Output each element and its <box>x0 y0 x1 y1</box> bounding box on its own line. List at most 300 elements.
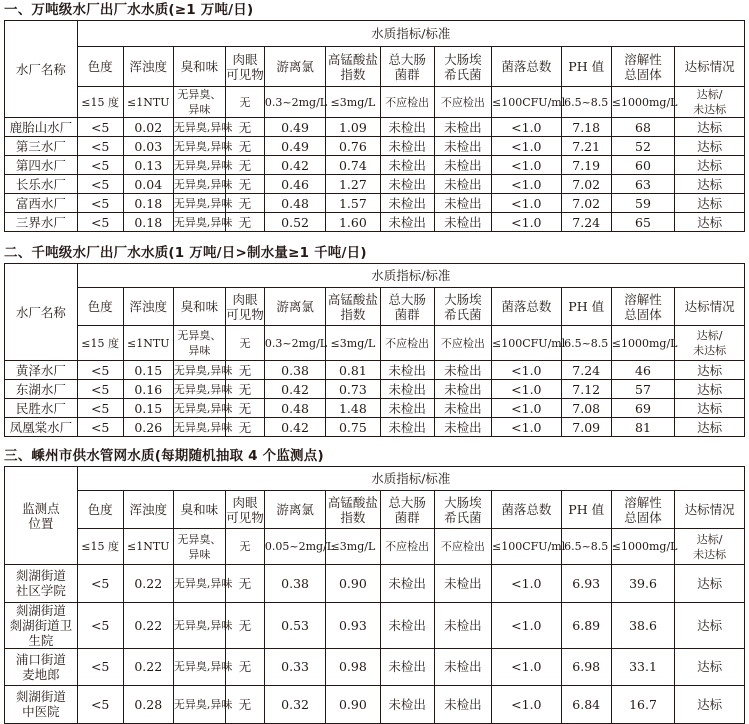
table-row <box>5 175 745 194</box>
table-cell: <5 <box>77 137 123 156</box>
table-cell: 0.15 <box>123 361 173 380</box>
table-cell: 33.1 <box>611 648 674 686</box>
table-cell: 0.52 <box>264 213 325 232</box>
table-cell: 无异臭,异味 <box>173 361 225 380</box>
table-cell: 未检出 <box>434 602 491 648</box>
line: 肉眼 <box>232 51 258 67</box>
line: 总大肠 <box>388 291 426 307</box>
table-cell: 未检出 <box>380 380 434 399</box>
table-row <box>5 194 745 213</box>
table-cell: 0.93 <box>326 602 380 648</box>
table-cell: 未检出 <box>380 686 434 724</box>
table-cell: 无异臭,异味 <box>173 118 225 137</box>
column-header: PH 值 <box>561 288 611 326</box>
table-cell: 达标 <box>675 399 745 418</box>
table-row <box>5 565 745 603</box>
table-cell: 未检出 <box>434 686 491 724</box>
line: 位置 <box>28 515 54 531</box>
table-cell: 68 <box>611 118 674 137</box>
table-cell: 无异臭,异味 <box>173 686 225 724</box>
line: 异味 <box>188 547 211 561</box>
column-header-row <box>5 491 745 529</box>
table-cell: 0.48 <box>264 194 325 213</box>
table-cell: 63 <box>611 175 674 194</box>
row-name <box>5 602 78 648</box>
table-cell: 6.98 <box>561 648 611 686</box>
standard-cell: 不应检出 <box>380 87 434 118</box>
table-cell: 无 <box>226 156 265 175</box>
table-cell: 无异臭,异味 <box>173 137 225 156</box>
line: 高锰酸盐 <box>327 51 378 67</box>
section-1 <box>0 0 749 232</box>
table-cell: 未检出 <box>380 137 434 156</box>
standard-cell: 6.5~8.5 <box>561 326 611 361</box>
column-header: 浑浊度 <box>123 491 173 529</box>
table-cell: <5 <box>77 418 123 437</box>
table-cell: <1.0 <box>492 361 562 380</box>
table-cell: 0.74 <box>326 156 380 175</box>
table-cell: 达标 <box>675 380 745 399</box>
line: 无异臭、 <box>177 88 222 101</box>
line: 大肠埃 <box>444 51 482 67</box>
group-header: 水质指标/标准 <box>77 21 744 47</box>
table-cell: 81 <box>611 418 674 437</box>
table-cell: 未检出 <box>380 194 434 213</box>
table-cell: 无异臭,异味 <box>173 565 225 603</box>
row-name: 东湖水厂 <box>5 380 78 399</box>
table-cell: 达标 <box>675 156 745 175</box>
table-cell: 0.42 <box>264 156 325 175</box>
table-cell: 达标 <box>675 361 745 380</box>
table-cell: 未检出 <box>434 175 491 194</box>
table-row <box>5 156 745 175</box>
table-cell: 0.75 <box>326 418 380 437</box>
table-cell: 未检出 <box>380 648 434 686</box>
table-cell: <5 <box>77 118 123 137</box>
column-header: PH 值 <box>561 491 611 529</box>
standard-cell: 无 <box>226 326 265 361</box>
table-cell: 无 <box>226 399 265 418</box>
table-cell: 0.49 <box>264 118 325 137</box>
table-cell: 7.18 <box>561 118 611 137</box>
table-cell: 未检出 <box>434 418 491 437</box>
table-cell: 未检出 <box>434 565 491 603</box>
section-title: 三、嵊州市供水管网水质(每期随机抽取 4 个监测点) <box>4 448 324 464</box>
table-cell: <1.0 <box>492 686 562 724</box>
row-name: 民胜水厂 <box>5 399 78 418</box>
table-cell: 60 <box>611 156 674 175</box>
standard-cell: 0.3~2mg/L <box>264 326 325 361</box>
line: 社区学院 <box>15 583 66 599</box>
table-cell: 未检出 <box>434 399 491 418</box>
table-cell: 无异臭,异味 <box>173 175 225 194</box>
table-cell: <1.0 <box>492 399 562 418</box>
line: 希氏菌 <box>444 509 482 525</box>
table-cell: <5 <box>77 156 123 175</box>
table-cell: 未检出 <box>434 137 491 156</box>
line: 指数 <box>340 66 366 82</box>
first-col-header <box>5 467 78 565</box>
column-header <box>380 47 434 87</box>
column-header: 臭和味 <box>173 491 225 529</box>
table-cell: 1.57 <box>326 194 380 213</box>
standard-cell: ≤1000mg/L <box>611 326 674 361</box>
standard-cell: 无 <box>226 529 265 565</box>
table-cell: 达标 <box>675 137 745 156</box>
table-cell: 无 <box>226 137 265 156</box>
line: 高锰酸盐 <box>327 494 378 510</box>
table-row <box>5 137 745 156</box>
table-cell: <5 <box>77 565 123 603</box>
table-cell: 0.33 <box>264 648 325 686</box>
table-cell: 无 <box>226 565 265 603</box>
standard-cell <box>173 529 225 565</box>
section-3 <box>0 446 749 724</box>
standard-cell: 0.05~2mg/L <box>264 529 325 565</box>
quality-table <box>4 20 745 232</box>
table-cell: 7.19 <box>561 156 611 175</box>
standard-cell: ≤3mg/L <box>326 87 380 118</box>
table-row <box>5 648 745 686</box>
column-header: 菌落总数 <box>492 288 562 326</box>
standard-cell: 不应检出 <box>380 326 434 361</box>
line: 剡湖街道卫生院 <box>9 617 73 648</box>
table-cell: <1.0 <box>492 648 562 686</box>
table-cell: 无 <box>226 602 265 648</box>
table-cell: 无 <box>226 380 265 399</box>
line: 高锰酸盐 <box>327 291 378 307</box>
table-cell: <1.0 <box>492 137 562 156</box>
table-cell: 7.02 <box>561 175 611 194</box>
table-cell: 达标 <box>675 686 745 724</box>
table-cell: 0.53 <box>264 602 325 648</box>
table-cell: 未检出 <box>434 648 491 686</box>
standard-cell: ≤3mg/L <box>326 326 380 361</box>
standard-cell <box>675 326 745 361</box>
table-cell: <5 <box>77 213 123 232</box>
table-cell: 0.48 <box>264 399 325 418</box>
standard-cell <box>173 326 225 361</box>
group-header-row <box>5 264 745 288</box>
table-cell: <1.0 <box>492 602 562 648</box>
line: 菌群 <box>394 306 420 322</box>
line: 剡湖街道 <box>15 689 66 705</box>
table-cell: 未检出 <box>380 213 434 232</box>
table-row <box>5 418 745 437</box>
line: 溶解性 <box>624 494 662 510</box>
line: 指数 <box>340 306 366 322</box>
table-cell: 未检出 <box>380 118 434 137</box>
section-title: 一、万吨级水厂出厂水水质(≥1 万吨/日) <box>4 2 254 18</box>
standard-row <box>5 87 745 118</box>
table-cell: <1.0 <box>492 418 562 437</box>
line: 异味 <box>188 103 211 116</box>
row-name: 长乐水厂 <box>5 175 78 194</box>
column-header-row <box>5 288 745 326</box>
standard-row <box>5 326 745 361</box>
table-cell: 59 <box>611 194 674 213</box>
table-cell: 7.24 <box>561 361 611 380</box>
group-header-row <box>5 467 745 491</box>
standard-cell: 0.3~2mg/L <box>264 87 325 118</box>
table-cell: <5 <box>77 194 123 213</box>
line: 异味 <box>188 344 211 357</box>
table-cell: 0.22 <box>123 602 173 648</box>
table-cell: 无 <box>226 361 265 380</box>
table-cell: <1.0 <box>492 380 562 399</box>
table-row <box>5 399 745 418</box>
column-header: 色度 <box>77 288 123 326</box>
column-header: 菌落总数 <box>492 491 562 529</box>
line: 总固体 <box>624 66 662 82</box>
line: 总大肠 <box>388 51 426 67</box>
line: 麦地郎 <box>22 666 60 682</box>
table-cell: 57 <box>611 380 674 399</box>
table-cell: 未检出 <box>380 361 434 380</box>
table-cell: 未检出 <box>380 602 434 648</box>
table-cell: 无异臭,异味 <box>173 194 225 213</box>
table-cell: 0.90 <box>326 565 380 603</box>
table-cell: 达标 <box>675 648 745 686</box>
table-cell: 未检出 <box>380 156 434 175</box>
table-cell: 16.7 <box>611 686 674 724</box>
table-cell: 无异臭,异味 <box>173 648 225 686</box>
table-cell: 0.04 <box>123 175 173 194</box>
table-cell: 无 <box>226 175 265 194</box>
table-cell: 无 <box>226 194 265 213</box>
table-cell: 0.02 <box>123 118 173 137</box>
table-row <box>5 686 745 724</box>
row-name: 三界水厂 <box>5 213 78 232</box>
table-cell: 无异臭,异味 <box>173 156 225 175</box>
line: 无异臭、 <box>177 532 222 546</box>
row-name <box>5 648 78 686</box>
line: 可见物 <box>226 66 264 82</box>
line: 指数 <box>340 509 366 525</box>
column-header: 菌落总数 <box>492 47 562 87</box>
standard-cell: 6.5~8.5 <box>561 87 611 118</box>
section-2 <box>0 243 749 437</box>
table-cell: 0.26 <box>123 418 173 437</box>
row-name: 第四水厂 <box>5 156 78 175</box>
table-cell: 0.32 <box>264 686 325 724</box>
standard-cell: 无 <box>226 87 265 118</box>
table-cell: 0.49 <box>264 137 325 156</box>
line: 菌群 <box>394 66 420 82</box>
standard-cell: ≤15 度 <box>77 529 123 565</box>
table-cell: 7.21 <box>561 137 611 156</box>
column-header: 游离氯 <box>264 47 325 87</box>
line: 剡湖街道 <box>15 602 66 618</box>
line: 大肠埃 <box>444 291 482 307</box>
table-cell: 未检出 <box>434 361 491 380</box>
table-cell: <5 <box>77 602 123 648</box>
table-cell: 0.22 <box>123 648 173 686</box>
table-cell: 未检出 <box>434 194 491 213</box>
table-cell: 7.12 <box>561 380 611 399</box>
table-cell: 未检出 <box>434 380 491 399</box>
column-header: 色度 <box>77 47 123 87</box>
line: 溶解性 <box>624 51 662 67</box>
table-row <box>5 380 745 399</box>
table-cell: 达标 <box>675 175 745 194</box>
table-cell: 0.73 <box>326 380 380 399</box>
line: 未达标 <box>693 103 727 116</box>
table-cell: <1.0 <box>492 156 562 175</box>
column-header: 达标情况 <box>675 491 745 529</box>
line: 无异臭、 <box>177 329 222 342</box>
table-cell: 未检出 <box>380 565 434 603</box>
column-header <box>611 491 674 529</box>
column-header <box>611 47 674 87</box>
column-header <box>326 288 380 326</box>
table-cell: 7.24 <box>561 213 611 232</box>
first-col-header: 水厂名称 <box>5 264 78 361</box>
section-title: 二、千吨级水厂出厂水水质(1 万吨/日>制水量≥1 千吨/日) <box>4 245 367 261</box>
standard-cell: ≤15 度 <box>77 326 123 361</box>
table-cell: 7.02 <box>561 194 611 213</box>
table-cell: <5 <box>77 686 123 724</box>
table-cell: <5 <box>77 361 123 380</box>
table-cell: 无异臭,异味 <box>173 602 225 648</box>
line: 肉眼 <box>232 291 258 307</box>
column-header <box>226 288 265 326</box>
table-cell: 1.27 <box>326 175 380 194</box>
column-header <box>434 491 491 529</box>
table-cell: <5 <box>77 175 123 194</box>
line: 总大肠 <box>388 494 426 510</box>
column-header: 达标情况 <box>675 288 745 326</box>
table-cell: 无 <box>226 118 265 137</box>
table-cell: 0.18 <box>123 194 173 213</box>
table-cell: 达标 <box>675 602 745 648</box>
line: 总固体 <box>624 509 662 525</box>
table-cell: 6.89 <box>561 602 611 648</box>
table-cell: 0.16 <box>123 380 173 399</box>
table-cell: 达标 <box>675 565 745 603</box>
table-cell: 未检出 <box>434 213 491 232</box>
line: 中医院 <box>22 704 60 720</box>
table-cell: 0.03 <box>123 137 173 156</box>
line: 肉眼 <box>232 494 258 510</box>
table-cell: 无异臭,异味 <box>173 213 225 232</box>
row-name <box>5 565 78 603</box>
table-cell: 0.76 <box>326 137 380 156</box>
table-cell: 未检出 <box>434 156 491 175</box>
table-cell: 46 <box>611 361 674 380</box>
table-cell: 0.46 <box>264 175 325 194</box>
row-name: 第三水厂 <box>5 137 78 156</box>
table-row <box>5 602 745 648</box>
table-row <box>5 118 745 137</box>
table-cell: 0.38 <box>264 565 325 603</box>
table-cell: 0.15 <box>123 399 173 418</box>
line: 浦口街道 <box>15 651 66 667</box>
line: 希氏菌 <box>444 306 482 322</box>
table-cell: 7.09 <box>561 418 611 437</box>
table-cell: 6.93 <box>561 565 611 603</box>
line: 大肠埃 <box>444 494 482 510</box>
table-cell: 69 <box>611 399 674 418</box>
column-header <box>611 288 674 326</box>
table-cell: 无 <box>226 686 265 724</box>
table-cell: 1.48 <box>326 399 380 418</box>
table-cell: 无异臭,异味 <box>173 418 225 437</box>
table-cell: 0.42 <box>264 380 325 399</box>
table-cell: <5 <box>77 399 123 418</box>
standard-cell: 不应检出 <box>434 87 491 118</box>
quality-table <box>4 263 745 437</box>
column-header <box>434 288 491 326</box>
column-header <box>434 47 491 87</box>
standard-cell <box>173 87 225 118</box>
column-header <box>380 491 434 529</box>
table-cell: 未检出 <box>434 118 491 137</box>
column-header: 浑浊度 <box>123 288 173 326</box>
column-header: 游离氯 <box>264 491 325 529</box>
line: 达标/ <box>696 532 723 546</box>
standard-cell: 6.5~8.5 <box>561 529 611 565</box>
table-cell: 0.18 <box>123 213 173 232</box>
table-row <box>5 213 745 232</box>
table-cell: 0.38 <box>264 361 325 380</box>
line: 剡湖街道 <box>15 568 66 584</box>
table-cell: 0.98 <box>326 648 380 686</box>
table-cell: <1.0 <box>492 213 562 232</box>
group-header-row <box>5 21 745 47</box>
table-cell: <1.0 <box>492 175 562 194</box>
line: 达标/ <box>696 329 723 342</box>
table-cell: 无 <box>226 418 265 437</box>
table-cell: 0.13 <box>123 156 173 175</box>
table-cell: 无 <box>226 213 265 232</box>
row-name: 富西水厂 <box>5 194 78 213</box>
line: 菌群 <box>394 509 420 525</box>
table-cell: 65 <box>611 213 674 232</box>
column-header: 达标情况 <box>675 47 745 87</box>
standard-cell: ≤1000mg/L <box>611 529 674 565</box>
group-header: 水质指标/标准 <box>77 264 744 288</box>
table-cell: 0.90 <box>326 686 380 724</box>
line: 可见物 <box>226 306 264 322</box>
table-cell: 39.6 <box>611 565 674 603</box>
line: 监测点 <box>22 500 60 516</box>
column-header <box>226 491 265 529</box>
table-cell: 0.42 <box>264 418 325 437</box>
column-header: 臭和味 <box>173 288 225 326</box>
standard-cell: ≤1000mg/L <box>611 87 674 118</box>
table-cell: 达标 <box>675 418 745 437</box>
table-cell: 6.84 <box>561 686 611 724</box>
table-cell: 1.09 <box>326 118 380 137</box>
standard-cell: 不应检出 <box>434 326 491 361</box>
table-cell: 1.60 <box>326 213 380 232</box>
table-cell: <1.0 <box>492 118 562 137</box>
column-header <box>326 47 380 87</box>
line: 未达标 <box>693 344 727 357</box>
column-header: 色度 <box>77 491 123 529</box>
row-name: 鹿胎山水厂 <box>5 118 78 137</box>
table-cell: 无 <box>226 648 265 686</box>
table-cell: 0.81 <box>326 361 380 380</box>
table-cell: <5 <box>77 648 123 686</box>
line: 未达标 <box>693 547 727 561</box>
standard-cell: ≤1NTU <box>123 87 173 118</box>
standard-row <box>5 529 745 565</box>
table-cell: 达标 <box>675 213 745 232</box>
table-row <box>5 361 745 380</box>
column-header <box>326 491 380 529</box>
